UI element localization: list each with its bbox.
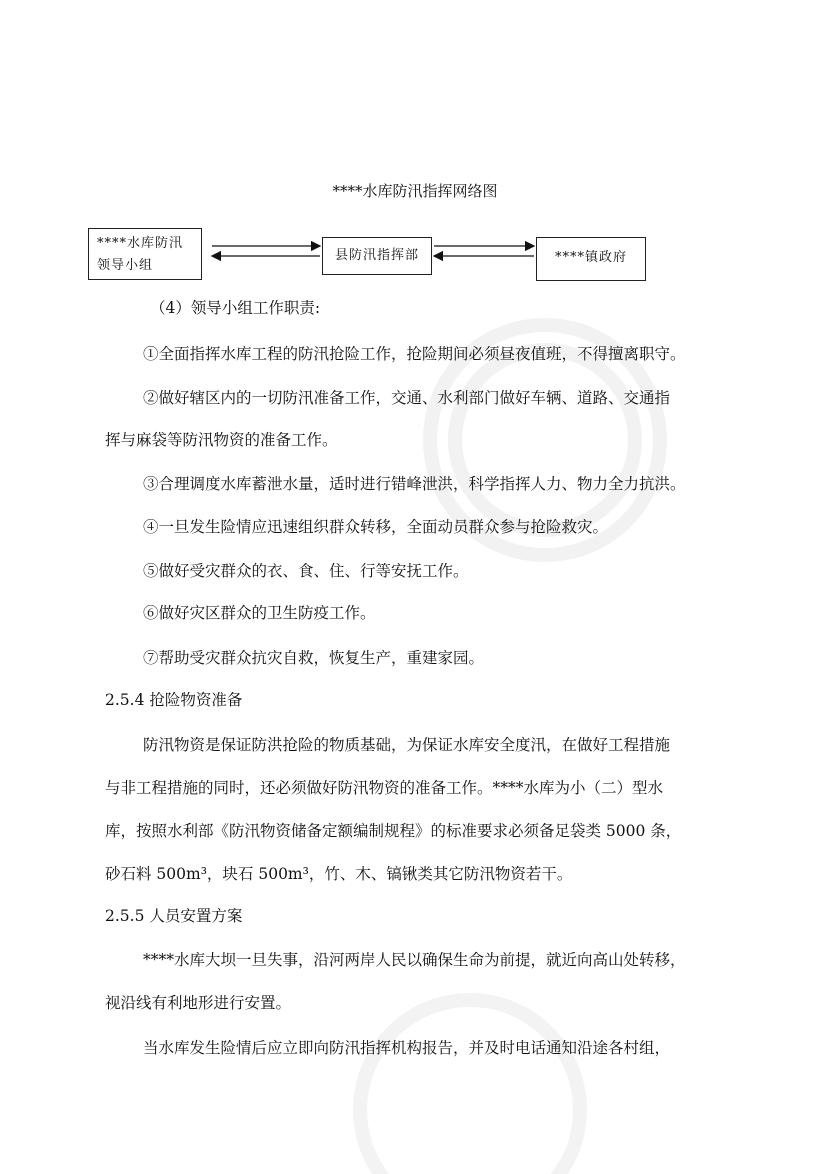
leader-group-box (88, 228, 202, 280)
duty-5: ⑤做好受灾群众的衣、食、住、行等安抚工作。 (143, 562, 469, 580)
duty-2-line2: 挥与麻袋等防汛物资的准备工作。 (105, 431, 338, 449)
duty-2-line1: ②做好辖区内的一切防汛准备工作，交通、水利部门做好车辆、道路、交通指 (143, 389, 671, 407)
diagram-title: ****水库防汛指挥网络图 (332, 182, 498, 200)
resettlement-para-line2: 视沿线有利地形进行安置。 (105, 994, 292, 1012)
duty-3: ③合理调度水库蓄泄水量，适时进行错峰泄洪，科学指挥人力、物力全力抗洪。 (143, 475, 686, 493)
duties-heading: （4）领导小组工作职责: (150, 299, 321, 317)
materials-para-line1: 防汛物资是保证防洪抢险的物质基础，为保证水库安全度汛，在做好工程措施 (143, 736, 671, 754)
town-government-box: ****镇政府 (536, 237, 646, 281)
leader-group-line1: ****水库防汛 (97, 236, 184, 251)
materials-para-line3: 库，按照水利部《防汛物资储备定额编制规程》的标准要求必须备足袋类 5000 条， (105, 822, 682, 840)
section-2-5-4-heading: 2.5.4 抢险物资准备 (105, 691, 243, 709)
resettlement-para-line1: ****水库大坝一旦失事，沿河两岸人民以确保生命为前提，就近向高山处转移， (143, 951, 686, 969)
section-2-5-5-heading: 2.5.5 人员安置方案 (105, 907, 243, 925)
duty-7: ⑦帮助受灾群众抗灾自救，恢复生产，重建家园。 (143, 649, 485, 667)
duty-6: ⑥做好灾区群众的卫生防疫工作。 (143, 604, 376, 622)
county-command-box: 县防汛指挥部 (322, 237, 432, 275)
duty-4: ④一旦发生险情应迅速组织群众转移，全面动员群众参与抢险救灾。 (143, 518, 609, 536)
duty-1: ①全面指挥水库工程的防汛抢险工作，抢险期间必须昼夜值班，不得擅离职守。 (143, 345, 686, 363)
leader-group-line2: 领导小组 (97, 258, 154, 273)
report-para-line1: 当水库发生险情后应立即向防汛指挥机构报告，并及时电话通知沿途各村组， (143, 1039, 671, 1057)
materials-para-line4: 砂石料 500m³，块石 500m³，竹、木、镐锹类其它防汛物资若干。 (105, 865, 573, 883)
materials-para-line2: 与非工程措施的同时，还必须做好防汛物资的准备工作。****水库为小（二）型水 (105, 779, 664, 797)
